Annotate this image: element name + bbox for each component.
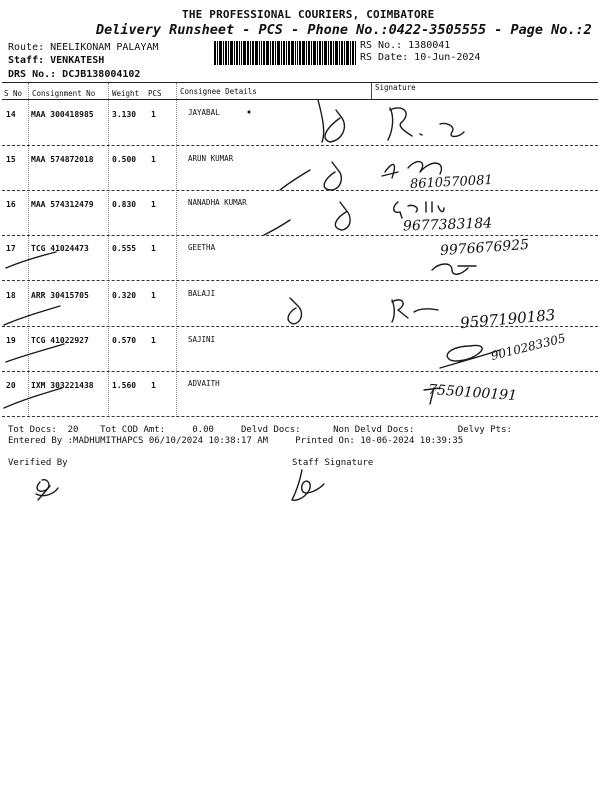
row-consignment: TCG 41022927 <box>31 336 89 345</box>
rs-number: RS No.: 1380041 <box>360 40 451 51</box>
row-consignee-name: GEETHA <box>188 243 216 252</box>
handwritten-phone: 7550100191 <box>427 381 518 405</box>
signature-mark <box>6 344 64 362</box>
row-consignee-name: ARUN KUMAR <box>188 154 234 163</box>
signature-mark <box>424 388 440 404</box>
signature-mark <box>318 100 324 142</box>
row-pcs: 1 <box>151 155 156 164</box>
row-consignee-name: ADVAITH <box>188 379 220 388</box>
row-consignment: MAA 574312479 <box>31 200 94 209</box>
row-sno: 17 <box>6 244 16 253</box>
col-header-consignment: Consignment No <box>32 89 96 98</box>
handwritten-phone: 9010283305 <box>489 330 567 364</box>
signature-mark <box>388 108 412 140</box>
staff-signature-label: Staff Signature <box>292 458 374 468</box>
signature-mark <box>4 388 62 408</box>
rs-date: RS Date: 10-Jun-2024 <box>360 52 481 63</box>
col-header-signature: Signature <box>375 83 416 92</box>
row-consignment: MAA 574872018 <box>31 155 94 164</box>
row-pcs: 1 <box>151 200 156 209</box>
row-sno: 15 <box>6 155 16 164</box>
row-consignee-name: SAJINI <box>188 335 216 344</box>
row-weight: 0.555 <box>112 244 137 253</box>
signature-mark <box>292 470 324 500</box>
row-pcs: 1 <box>151 291 156 300</box>
route-label: Route: NEELIKONAM PALAYAM <box>8 42 159 53</box>
entered-by-line: Entered By :MADHUMITHAPCS 06/10/2024 10:38:17 AM Printed On: 10-06-2024 10:39:35 <box>8 436 464 446</box>
signature-mark <box>440 345 500 368</box>
signature-mark <box>288 298 301 324</box>
row-consignee-name: JAYABAL <box>188 108 220 117</box>
row-consignee-name: NANADHA KUMAR <box>188 198 247 207</box>
row-weight: 0.320 <box>112 291 137 300</box>
row-consignee-name: BALAJI <box>188 289 216 298</box>
signature-mark <box>36 480 58 500</box>
signature-mark <box>280 170 310 190</box>
signature-mark <box>420 123 464 136</box>
col-header-pcs: PCS <box>148 89 162 98</box>
handwritten-phone: 8610570081 <box>409 172 494 193</box>
row-pcs: 1 <box>151 110 156 119</box>
signature-mark <box>264 220 290 235</box>
signature-mark <box>4 306 60 325</box>
row-pcs: 1 <box>151 244 156 253</box>
col-header-sno: S No <box>4 89 23 98</box>
signature-mark <box>392 300 438 322</box>
handwritten-phone: 9976676925 <box>439 236 530 260</box>
row-sno: 20 <box>6 381 16 390</box>
row-sno: 14 <box>6 110 16 119</box>
col-header-consignee: Consignee Details <box>180 87 257 96</box>
signature-mark <box>382 162 441 178</box>
handwritten-phone: 9597190183 <box>459 305 557 333</box>
runsheet-title: Delivery Runsheet - PCS - Phone No.:0422-3505555 - Page No.:2 <box>96 22 592 38</box>
row-consignment: MAA 300418985 <box>31 110 94 119</box>
row-sno: 18 <box>6 291 16 300</box>
verified-by-label: Verified By <box>8 458 68 468</box>
totals-line: Tot Docs: 20 Tot COD Amt: 0.00 Delvd Docs: Non Delvd Docs: Delvy Pts: <box>8 425 512 435</box>
signature-mark <box>325 110 344 142</box>
row-weight: 1.560 <box>112 381 137 390</box>
signature-mark <box>6 252 56 268</box>
row-weight: 0.570 <box>112 336 137 345</box>
row-consignment: ARR 30415705 <box>31 291 89 300</box>
row-consignment: IXM 303221438 <box>31 381 94 390</box>
signature-mark <box>432 264 476 274</box>
handwritten-phone: 9677383184 <box>402 215 493 235</box>
staff-label: Staff: VENKATESH <box>8 55 105 66</box>
row-sno: 19 <box>6 336 16 345</box>
company-name: THE PROFESSIONAL COURIERS, COIMBATORE <box>182 8 435 21</box>
drs-number: DRS No.: DCJB138004102 <box>8 69 141 80</box>
signature-mark <box>324 162 341 190</box>
row-pcs: 1 <box>151 381 156 390</box>
row-consignment: TCG 41024473 <box>31 244 89 253</box>
row-pcs: 1 <box>151 336 156 345</box>
row-weight: 0.830 <box>112 200 137 209</box>
row-weight: 0.500 <box>112 155 137 164</box>
ink-dot <box>248 111 251 114</box>
col-header-weight: Weight <box>112 89 140 98</box>
row-sno: 16 <box>6 200 16 209</box>
signature-mark <box>335 202 350 230</box>
row-weight: 3.130 <box>112 110 137 119</box>
signature-mark <box>394 202 444 218</box>
